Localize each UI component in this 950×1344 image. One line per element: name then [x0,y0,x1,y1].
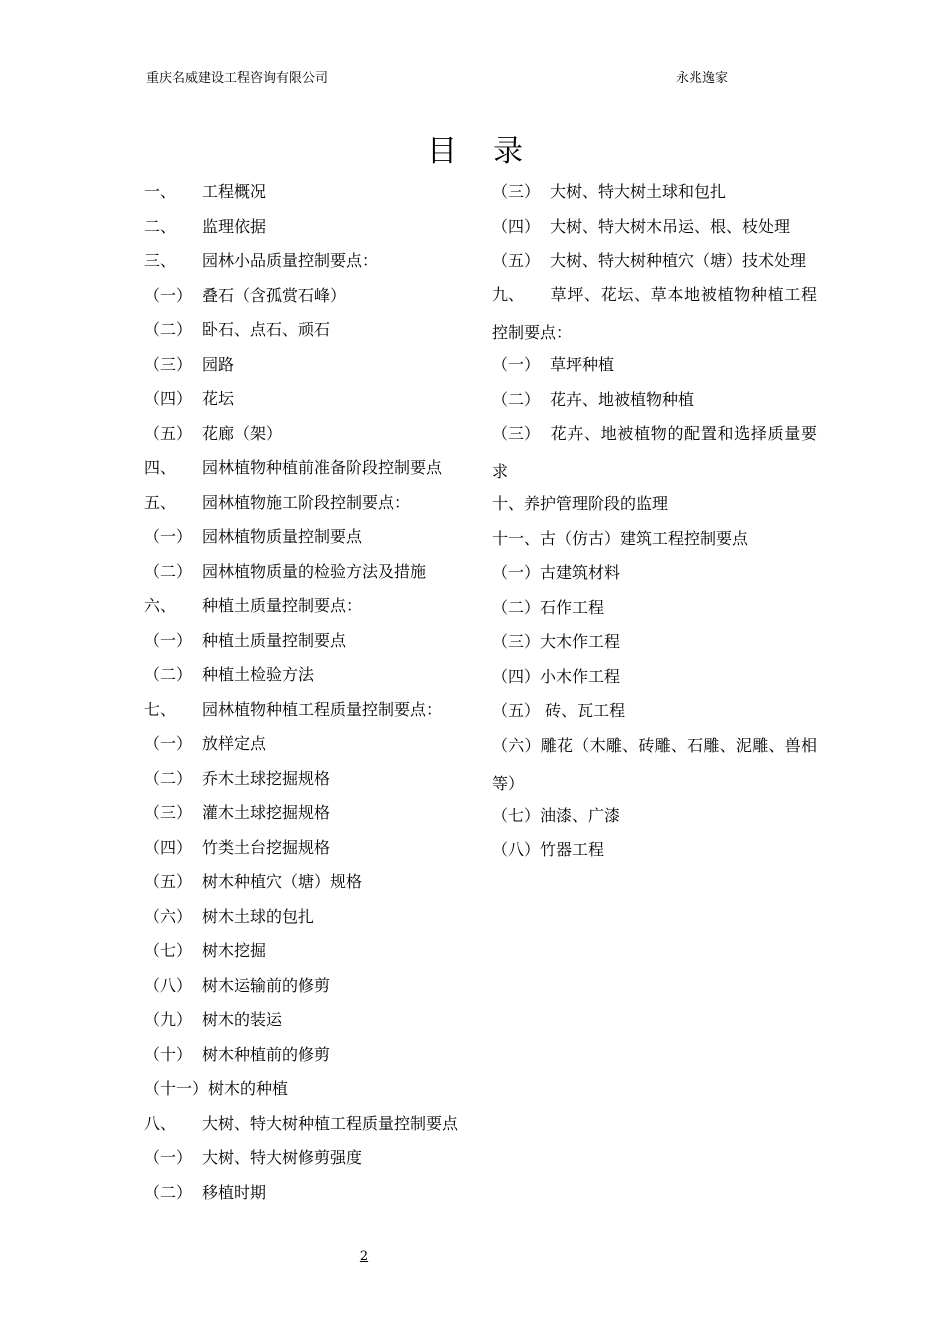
toc-entry-number: （五） [144,423,193,443]
toc-entry [144,1107,469,1142]
toc-entry-number: （六） [144,906,193,926]
toc-entry-number: （一） [144,1148,193,1167]
toc-entry [144,313,469,348]
toc-entry [492,591,817,626]
toc-entry-text: 树木运输前的修剪 [202,975,331,995]
toc-entry-text: 竹类土台挖掘规格 [202,837,331,857]
toc-entry-text: 移植时期 [202,1182,267,1202]
toc-entry-text: 树木土球的包扎 [202,906,315,926]
toc-entry-number: 二、 [144,216,177,236]
toc-entry-text: 卧石、点石、顽石 [202,320,331,339]
toc-entry-number: 八、 [144,1113,177,1133]
toc-entry [492,522,817,557]
toc-entry-text: （二）石作工程 [492,597,605,617]
toc-entry [144,175,469,210]
toc-entry-number: （十一） [144,1079,209,1098]
toc-entry-text: 大树、特大树种植穴（塘）技术处理 [550,251,807,270]
toc-entry [144,796,469,831]
toc-entry-text: 灌木土球挖掘规格 [202,803,331,822]
toc-entry [144,831,469,866]
toc-entry [492,660,817,695]
toc-entry-number: 一、 [144,182,177,201]
toc-entry [144,348,469,383]
toc-entry-number: （一） [144,527,193,546]
toc-entry-text: 种植土检验方法 [202,665,315,684]
toc-entry-number: （二） [144,320,193,339]
toc-entry [492,276,817,352]
toc-entry-number: （一） [492,355,541,374]
toc-entry-text: 十一、古（仿古）建筑工程控制要点 [492,528,749,548]
toc-entry-text: 园林植物质量的检验方法及措施 [202,561,427,581]
toc-entry-text: 树木挖掘 [202,941,267,960]
toc-entry-text: 园林植物质量控制要点 [202,527,363,546]
toc-entry-number: 六、 [144,596,177,615]
toc-entry [144,1003,469,1038]
toc-entry-number: 五、 [144,492,177,512]
toc-entry [492,210,817,245]
toc-entry [144,934,469,969]
toc-entry-text: 园林植物种植工程质量控制要点： [202,699,443,719]
toc-entry-text: 花卉、地被植物种植 [550,389,695,409]
toc-entry-text: 花卉、地被植物的配置和选择质量要求 [492,424,817,481]
toc-entry-number: （七） [144,941,193,960]
toc-entry-text: （五） 砖、瓦工程 [492,701,626,720]
toc-left-column [144,175,469,1210]
toc-entry [144,762,469,797]
toc-entry [144,1038,469,1073]
toc-entry-number: （二） [492,389,541,409]
toc-entry-number: （五） [144,872,193,891]
toc-entry-number: （八） [144,975,193,995]
toc-entry-number: （一） [144,734,193,753]
toc-entry [144,451,469,486]
toc-entry [492,556,817,591]
toc-entry-text: 种植土质量控制要点 [202,630,347,650]
toc-entry-text: （六）雕花（木雕、砖雕、石雕、泥雕、兽相等） [492,735,817,793]
toc-entry-number: 三、 [144,251,177,270]
toc-entry [492,348,817,383]
toc-entry-text: 花坛 [202,389,235,408]
toc-entry-text: 园林小品质量控制要点： [202,251,379,270]
toc-entry-text: 花廊（架） [202,423,283,443]
toc-entry [144,1072,469,1107]
toc-entry-number: （四） [492,216,541,236]
toc-entry-text: 工程概况 [202,182,267,201]
toc-entry-text: （八）竹器工程 [492,840,605,859]
toc-entry-number: （二） [144,1182,193,1202]
toc-entry-number: （九） [144,1010,193,1029]
header-project: 永兆逸家 [676,71,729,86]
toc-entry-number: （一） [144,285,193,305]
toc-entry-number: 七、 [144,699,177,719]
toc-entry [144,1141,469,1176]
toc-entry-text: 树木种植前的修剪 [202,1044,331,1064]
toc-entry-text: 大树、特大树土球和包扎 [550,182,727,201]
page-title: 目录 [427,134,559,169]
toc-entry [144,210,469,245]
toc-entry-number: （十） [144,1044,193,1064]
toc-entry [144,1176,469,1211]
toc-entry-text: （三）大木作工程 [492,632,621,651]
toc-entry-number: （四） [144,837,193,857]
toc-entry-number: （一） [144,630,193,650]
toc-entry [144,693,469,728]
toc-entry [144,969,469,1004]
toc-entry [144,624,469,659]
toc-entry [492,625,817,660]
toc-entry-text: 大树、特大树种植工程质量控制要点 [202,1113,459,1133]
toc-entry-text: （四）小木作工程 [492,666,621,686]
toc-entry [492,383,817,418]
toc-entry [144,382,469,417]
toc-entry-text: 种植土质量控制要点： [202,596,363,615]
header-company: 重庆名威建设工程咨询有限公司 [146,71,329,86]
toc-entry [144,244,469,279]
toc-entry [492,415,817,491]
toc-entry [144,589,469,624]
toc-entry [144,900,469,935]
toc-entry [144,417,469,452]
toc-entry-text: 乔木土球挖掘规格 [202,768,331,788]
toc-entry [144,555,469,590]
toc-entry-text: 草坪、花坛、草本地被植物种植工程控制要点： [492,285,817,342]
toc-entry-text: 树木的装运 [202,1010,283,1029]
toc-entry [144,658,469,693]
toc-entry-text: （七）油漆、广漆 [492,805,621,825]
toc-entry [492,487,817,522]
toc-entry-text: 大树、特大树修剪强度 [202,1148,363,1167]
toc-entry-text: （一）古建筑材料 [492,563,621,582]
toc-entry-number: 四、 [144,458,177,477]
toc-entry-number: （四） [144,389,193,408]
toc-entry [144,520,469,555]
toc-right-column [492,175,817,868]
toc-entry-text: 树木种植穴（塘）规格 [202,872,363,891]
toc-entry-text: 园林植物施工阶段控制要点： [202,492,411,512]
toc-entry [492,833,817,868]
toc-entry [144,865,469,900]
toc-entry [492,175,817,210]
toc-entry-number: （二） [144,768,193,788]
toc-entry-text: 树木的种植 [208,1079,289,1098]
toc-entry-number: 九、 [492,285,525,304]
toc-entry [492,799,817,834]
toc-entry [144,279,469,314]
toc-entry-text: 放样定点 [202,734,267,753]
toc-entry-number: （二） [144,561,193,581]
toc-entry-number: （三） [492,424,541,443]
toc-entry-text: 叠石（含孤赏石峰） [202,285,347,305]
toc-entry-number: （五） [492,251,541,270]
toc-entry-text: 监理依据 [202,216,267,236]
toc-entry [144,727,469,762]
toc-entry-text: 十、养护管理阶段的监理 [492,494,669,513]
toc-entry-number: （三） [144,803,193,822]
toc-entry-text: 大树、特大树木吊运、根、枝处理 [550,216,791,236]
toc-entry [492,242,817,280]
toc-entry-number: （二） [144,665,193,684]
toc-entry-text: 草坪种植 [550,355,615,374]
toc-entry [492,694,817,729]
toc-entry-text: 园路 [202,354,235,374]
page-number: 2 [359,1249,369,1264]
toc-entry [492,727,817,803]
toc-entry-number: （三） [144,354,193,374]
toc-entry [144,486,469,521]
toc-entry-number: （三） [492,182,541,201]
toc-entry-text: 园林植物种植前准备阶段控制要点 [202,458,443,477]
